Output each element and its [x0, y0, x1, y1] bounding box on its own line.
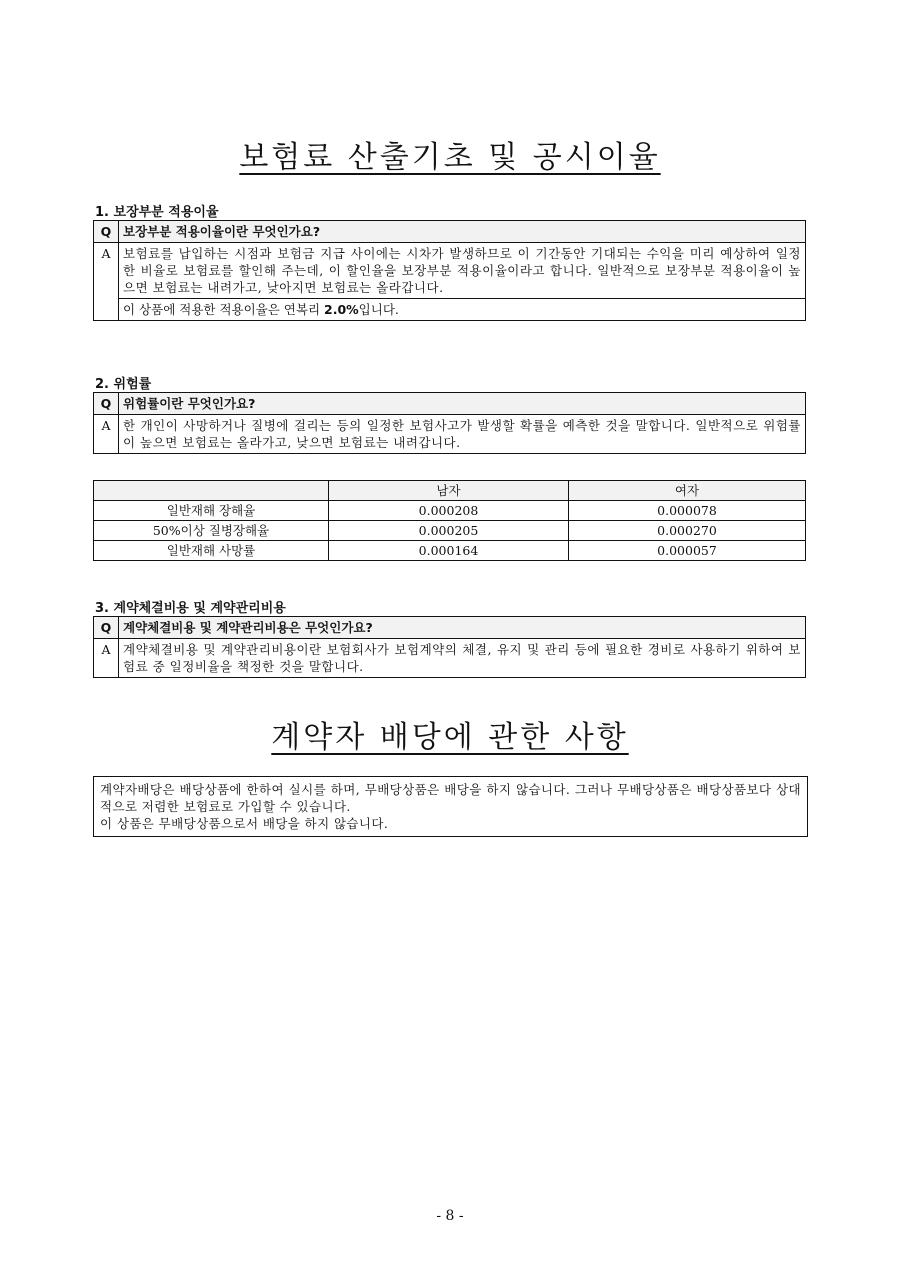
question-text: 보장부분 적용이율이란 무엇인가요?	[119, 221, 806, 243]
table-row	[94, 521, 806, 541]
answer-text: 계약체결비용 및 계약관리비용이란 보험회사가 보험계약의 체결, 유지 및 관리 등에 필요한 경비로 사용하기 위하여 보험료 중 일정비율을 책정한 것을 말합니다.	[119, 639, 806, 678]
applied-rate-value: 2.0%	[324, 302, 359, 317]
a-marker: A	[94, 243, 119, 321]
page-number: - 8 -	[436, 1208, 464, 1224]
question-text: 위험률이란 무엇인가요?	[119, 393, 806, 415]
row-label: 일반재해 사망률	[94, 541, 329, 561]
male-value: 0.000208	[329, 501, 569, 521]
female-value: 0.000270	[569, 521, 806, 541]
qa-table-interest-rate	[93, 220, 806, 321]
note-prefix: 이 상품에 적용한 적용이율은 연복리	[123, 302, 324, 317]
a-marker: A	[94, 639, 119, 678]
table-row	[94, 501, 806, 521]
table-header-male: 남자	[329, 481, 569, 501]
table-header-blank	[94, 481, 329, 501]
section-heading-contract-costs: 3. 계약체결비용 및 계약관리비용	[95, 601, 286, 616]
dividend-title: 계약자 배당에 관한 사항	[271, 720, 629, 755]
dividend-text-line: 계약자배당은 배당상품에 한하여 실시를 하며, 무배당상품은 배당을 하지 않습니다. 그러나 무배당상품은 배당상품보다 상대적으로 저렴한 보험료로 가입할 수 있습니다.	[100, 782, 801, 814]
a-marker: A	[94, 415, 119, 454]
section-heading-risk-rate: 2. 위험률	[95, 377, 152, 392]
female-value: 0.000057	[569, 541, 806, 561]
row-label: 50%이상 질병장해율	[94, 521, 329, 541]
page-title: 보험료 산출기초 및 공시이율	[239, 140, 661, 175]
q-marker: Q	[94, 393, 119, 415]
applied-rate-note	[119, 299, 806, 321]
table-header-female: 여자	[569, 481, 806, 501]
table-row	[94, 541, 806, 561]
q-marker: Q	[94, 617, 119, 639]
male-value: 0.000205	[329, 521, 569, 541]
answer-text: 보험료를 납입하는 시점과 보험금 지급 사이에는 시차가 발생하므로 이 기간동안 기대되는 수익을 미리 예상하여 일정한 비율로 보험료를 할인해 주는데, 이 할인율을 보장부분 적용이율이라고 합니다. 일반적으로 보장부분 적용이율이 높으면 보험료는 내려가고, 낮아지면 보험료는 올라갑니다.	[119, 243, 806, 299]
male-value: 0.000164	[329, 541, 569, 561]
risk-rate-table	[93, 480, 806, 561]
q-marker: Q	[94, 221, 119, 243]
female-value: 0.000078	[569, 501, 806, 521]
question-text: 계약체결비용 및 계약관리비용은 무엇인가요?	[119, 617, 806, 639]
dividend-notice-box	[93, 776, 808, 837]
dividend-text-line: 이 상품은 무배당상품으로서 배당을 하지 않습니다.	[100, 816, 389, 831]
qa-table-contract-costs	[93, 616, 806, 678]
answer-text: 한 개인이 사망하거나 질병에 걸리는 등의 일정한 보험사고가 발생할 확률을 예측한 것을 말합니다. 일반적으로 위험률이 높으면 보험료는 올라가고, 낮으면 보험료는 내려갑니다.	[119, 415, 806, 454]
row-label: 일반재해 장해율	[94, 501, 329, 521]
note-suffix: 입니다.	[358, 302, 399, 317]
section-heading-interest-rate: 1. 보장부분 적용이율	[95, 205, 219, 220]
qa-table-risk-rate	[93, 392, 806, 454]
